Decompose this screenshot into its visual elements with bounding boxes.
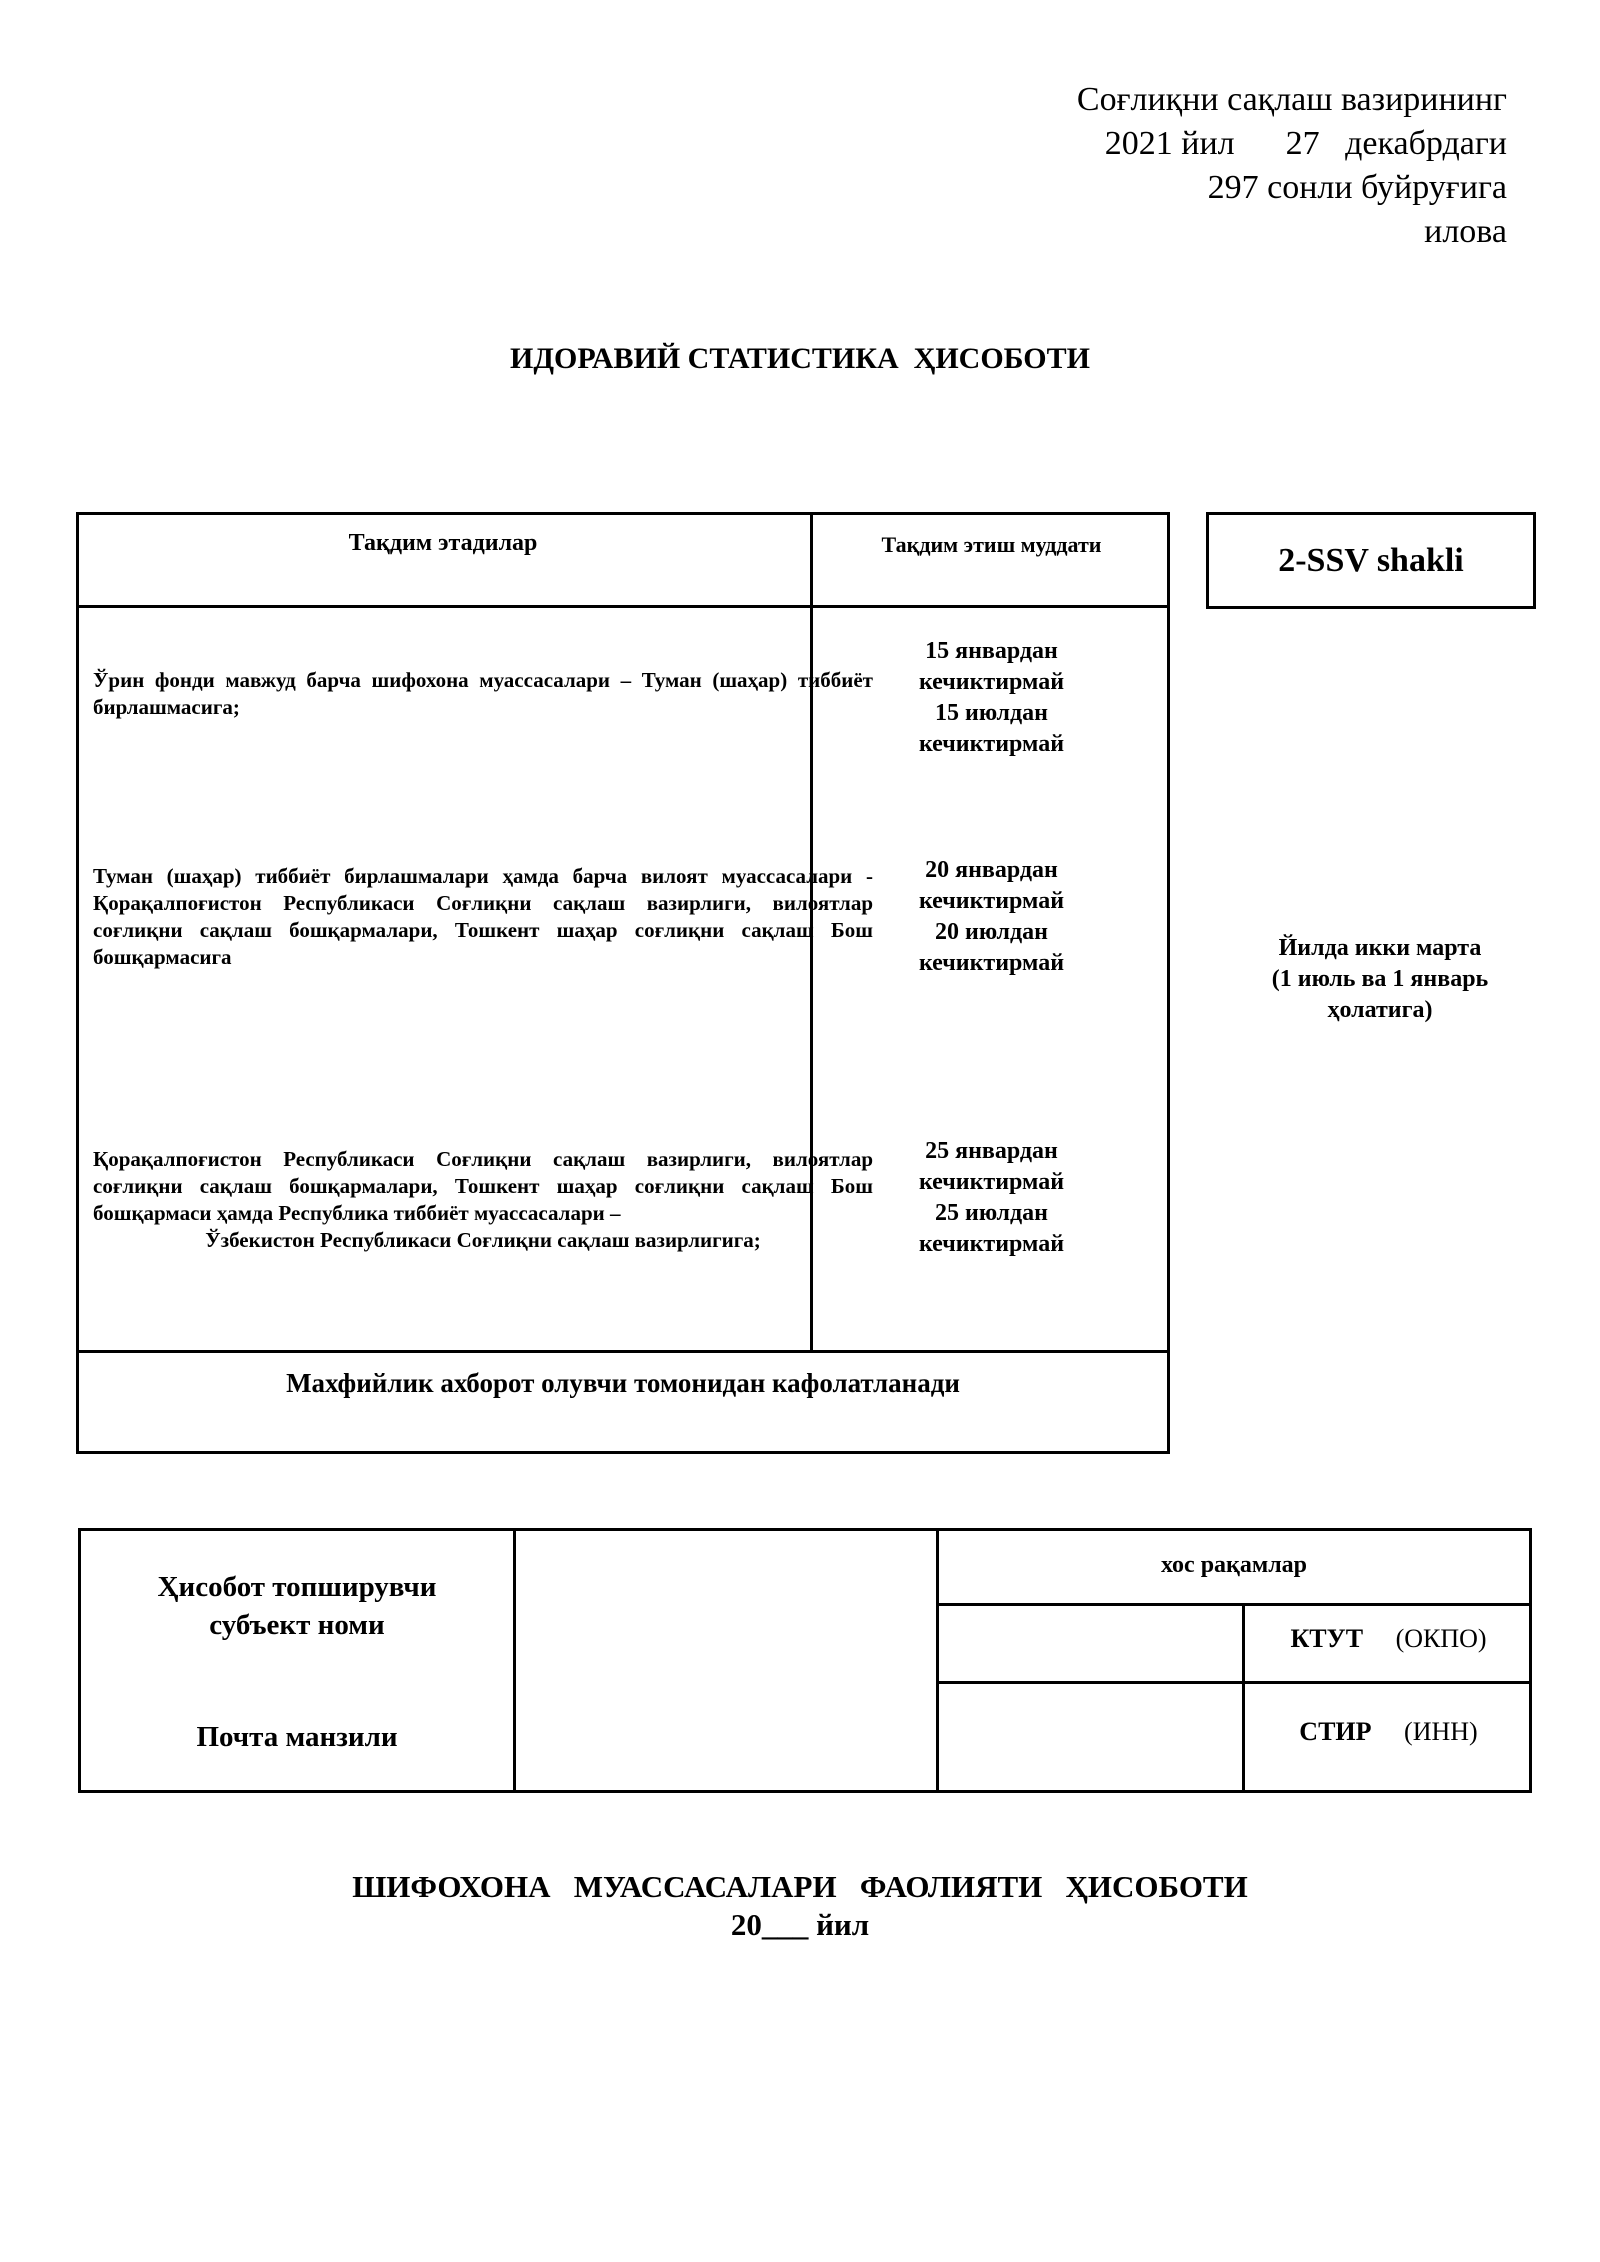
deadline-line: 15 январдан [925,638,1058,664]
deadline-line: кечиктирмай [918,950,1065,976]
subject-name-line: субъект номи [209,1609,385,1641]
report-year-line: 20___ йил [730,1907,870,1942]
ktut-code-alt: (ОКПО) [1395,1624,1487,1653]
deadline-line: кечиктирмай [918,1169,1065,1195]
stir-code-alt: (ИНН) [1404,1717,1478,1746]
reporting-frequency [1180,933,1580,1026]
postal-address-label: Почта манзили [196,1721,398,1753]
frequency-line: Йилда икки марта [1278,935,1482,961]
order-reference-line: Соғлиқни сақлаш вазирининг [1076,81,1507,118]
submitter-entry: Ўрин фонди мавжуд барча шифохона муассасалари – Туман (шаҳар) тиббиёт бирлашмасига; [93,668,873,719]
order-reference-line: илова [1424,213,1507,250]
deadline-line: 25 июлдан [934,1200,1048,1226]
stir-label [1245,1717,1532,1747]
subject-name-line: Ҳисобот топширувчи [157,1571,437,1603]
deadline-line: 20 июлдан [934,919,1048,945]
deadline-line: кечиктирмай [918,731,1065,757]
submitter-entry: Туман (шаҳар) тиббиёт бирлашмалари ҳамда барча вилоят муассасалари - Қорақалпоғистон Республикаси Соғлиқни сақлаш вазирлиги, вилоятлар соғлиқни сақлаш бошқармалари, Тошкент шаҳар соғлиқни сақлаш Бош бошқармасига [93,864,873,969]
submitters-column-header: Тақдим этадилар [348,530,538,556]
table-divider [76,605,1170,608]
codes-header: хос рақамлар [1160,1552,1308,1578]
table-divider [76,1350,1170,1353]
order-reference-line: 297 сонли буйруғига [1207,169,1507,206]
confidentiality-note: Махфийлик ахборот олувчи томонидан кафолатланади [286,1368,960,1398]
frequency-line: (1 июль ва 1 январь [1271,966,1489,992]
report-title [0,1868,1600,1944]
deadline-entry [813,636,1170,760]
report-title-line: ШИФОХОНА МУАССАСАЛАРИ ФАОЛИЯТИ ҲИСОБОТИ [352,1869,1248,1904]
submitter-recipient: Ўзбекистон Республикаси Соғлиқни сақлаш вазирлигига; [205,1228,761,1252]
submitter-text: Қорақалпоғистон Республикаси Соғлиқни сақлаш вазирлиги, вилоятлар соғлиқни сақлаш бошқармалари, Тошкент шаҳар соғлиқни сақлаш Бош бошқармаси ҳамда Республика тиббиёт муассасалари – [93,1147,873,1225]
deadline-entry [813,855,1170,979]
subject-value-field[interactable] [513,1528,939,1793]
deadline-line: кечиктирмай [918,1231,1065,1257]
ktut-label [1245,1624,1532,1654]
ktut-code-name: КТУТ [1290,1624,1364,1653]
deadline-line: 25 январдан [925,1138,1058,1164]
deadline-line: 20 январдан [925,857,1058,883]
ktut-value-field[interactable] [939,1606,1242,1681]
form-code-box: 2-SSV shakli [1206,512,1536,609]
deadline-column-header: Тақдим этиш муддати [881,532,1102,557]
deadline-line: 15 июлдан [934,700,1048,726]
subject-name-label [78,1568,516,1644]
stir-code-name: СТИР [1299,1717,1372,1746]
document-title: ИДОРАВИЙ СТАТИСТИКА ҲИСОБОТИ [510,342,1090,375]
frequency-line: ҳолатига) [1327,997,1433,1023]
order-reference-line: 2021 йил 27 декабрдаги [1104,125,1507,162]
deadline-line: кечиктирмай [918,669,1065,695]
submitter-entry [93,1146,873,1254]
deadline-line: кечиктирмай [918,888,1065,914]
order-reference [1077,78,1507,254]
stir-value-field[interactable] [939,1684,1242,1790]
deadline-entry [813,1136,1170,1260]
